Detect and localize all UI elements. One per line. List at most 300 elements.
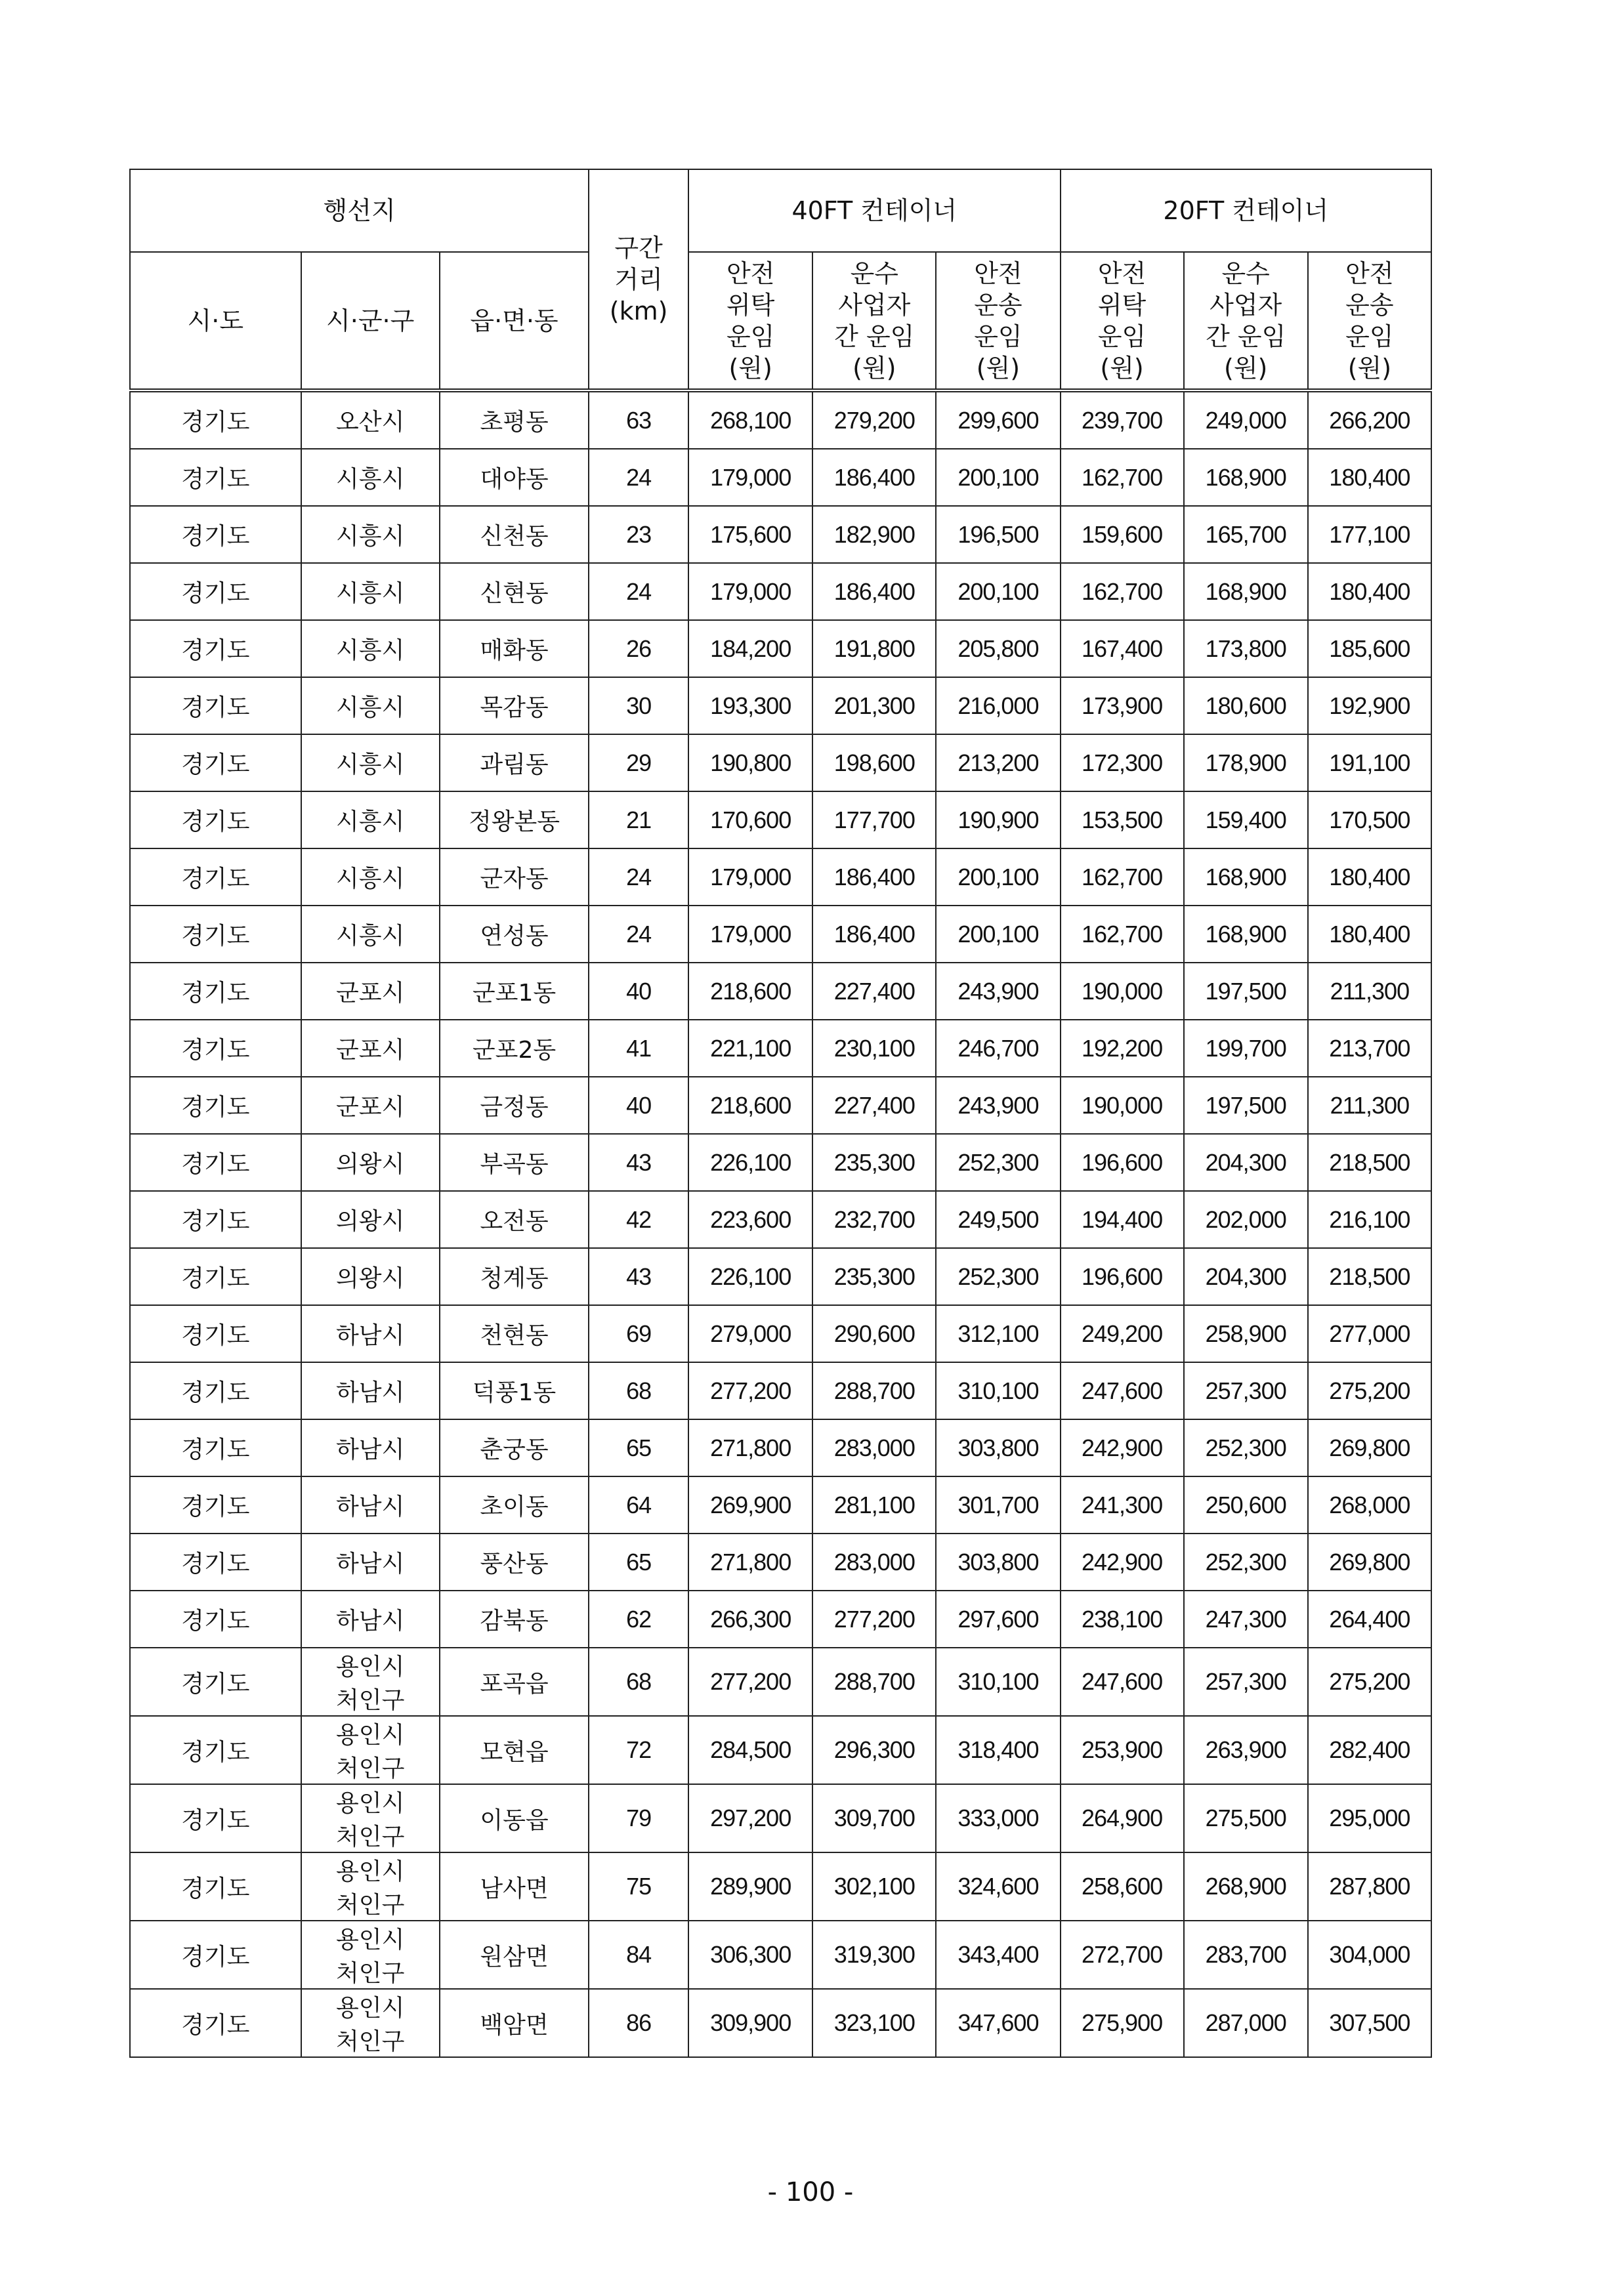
table-row (130, 791, 1431, 848)
table-row (130, 563, 1431, 620)
sido-header: 시·도 (130, 252, 301, 390)
rate-cell: 319,300 (812, 1921, 936, 1989)
rate-cell: 190,000 (1061, 963, 1184, 1020)
sigungu-line: 시흥시 (336, 523, 405, 550)
table-row (130, 1362, 1431, 1419)
rate-cell: 184,200 (688, 620, 812, 677)
table-row (130, 1852, 1431, 1921)
sigungu-line: 의왕시 (336, 1208, 405, 1235)
rate-cell: 239,700 (1061, 390, 1184, 449)
table-row (130, 1921, 1431, 1989)
dong-cell: 풍산동 (440, 1534, 589, 1591)
rate-cell: 218,500 (1308, 1134, 1431, 1191)
rate-cell: 283,700 (1184, 1921, 1308, 1989)
rate-cell: 162,700 (1061, 449, 1184, 506)
rate-cell: 301,700 (936, 1476, 1060, 1534)
rate-cell: 323,100 (812, 1989, 936, 2057)
rate-cell: 309,900 (688, 1989, 812, 2057)
freight-rate-table (129, 169, 1432, 2058)
rate-column-header: 운수 사업자 간 운임 (원) (1184, 252, 1308, 390)
distance-cell: 24 (589, 449, 688, 506)
distance-cell: 40 (589, 963, 688, 1020)
rate-cell: 186,400 (812, 449, 936, 506)
sigungu-cell (301, 963, 440, 1020)
table-row (130, 1419, 1431, 1476)
rate-cell: 275,900 (1061, 1989, 1184, 2057)
sigungu-line: 군포시 (336, 980, 405, 1007)
sigungu-cell (301, 449, 440, 506)
rate-cell: 279,200 (812, 390, 936, 449)
sigungu-line: 군포시 (336, 1037, 405, 1064)
rate-cell: 257,300 (1184, 1648, 1308, 1716)
rate-cell: 347,600 (936, 1989, 1060, 2057)
rate-cell: 221,100 (688, 1020, 812, 1077)
dong-cell: 이동읍 (440, 1784, 589, 1852)
rate-cell: 180,400 (1308, 848, 1431, 906)
dong-cell: 오전동 (440, 1191, 589, 1248)
distance-cell: 21 (589, 791, 688, 848)
sido-cell: 경기도 (130, 1921, 301, 1989)
sigungu-line: 시흥시 (336, 466, 405, 493)
distance-cell: 43 (589, 1248, 688, 1305)
rate-cell: 258,600 (1061, 1852, 1184, 1921)
rate-cell: 302,100 (812, 1852, 936, 1921)
ft20-header: 20FT 컨테이너 (1061, 169, 1432, 252)
table-row (130, 1716, 1431, 1784)
sigungu-line: 처인구 (336, 1960, 405, 1987)
rate-cell: 186,400 (812, 906, 936, 963)
rate-cell: 213,200 (936, 734, 1060, 791)
rate-cell: 288,700 (812, 1648, 936, 1716)
distance-cell: 29 (589, 734, 688, 791)
sigungu-cell (301, 1784, 440, 1852)
rate-cell: 227,400 (812, 1077, 936, 1134)
sigungu-cell (301, 1248, 440, 1305)
rate-cell: 296,300 (812, 1716, 936, 1784)
dong-cell: 정왕본동 (440, 791, 589, 848)
rate-cell: 218,500 (1308, 1248, 1431, 1305)
table-row (130, 1784, 1431, 1852)
distance-cell: 84 (589, 1921, 688, 1989)
table-row (130, 1020, 1431, 1077)
rate-cell: 333,000 (936, 1784, 1060, 1852)
rate-cell: 153,500 (1061, 791, 1184, 848)
rate-cell: 281,100 (812, 1476, 936, 1534)
table-row (130, 1134, 1431, 1191)
sigungu-cell (301, 734, 440, 791)
sigungu-line: 의왕시 (336, 1265, 405, 1292)
dong-cell: 금정동 (440, 1077, 589, 1134)
dong-cell: 원삼면 (440, 1921, 589, 1989)
rate-cell: 312,100 (936, 1305, 1060, 1362)
dong-cell: 부곡동 (440, 1134, 589, 1191)
distance-cell: 24 (589, 906, 688, 963)
dong-cell: 군포1동 (440, 963, 589, 1020)
rate-cell: 192,200 (1061, 1020, 1184, 1077)
sigungu-cell (301, 1476, 440, 1534)
rate-cell: 275,500 (1184, 1784, 1308, 1852)
rate-cell: 252,300 (936, 1134, 1060, 1191)
rate-cell: 275,200 (1308, 1648, 1431, 1716)
rate-cell: 304,000 (1308, 1921, 1431, 1989)
sigungu-line: 오산시 (336, 409, 405, 436)
dong-cell: 매화동 (440, 620, 589, 677)
sido-cell: 경기도 (130, 1362, 301, 1419)
dong-cell: 포곡읍 (440, 1648, 589, 1716)
distance-cell: 68 (589, 1362, 688, 1419)
sigungu-cell (301, 1989, 440, 2057)
rate-cell: 226,100 (688, 1134, 812, 1191)
rate-cell: 269,900 (688, 1476, 812, 1534)
sido-cell: 경기도 (130, 1852, 301, 1921)
rate-cell: 170,600 (688, 791, 812, 848)
rate-cell: 246,700 (936, 1020, 1060, 1077)
rate-cell: 272,700 (1061, 1921, 1184, 1989)
distance-cell: 42 (589, 1191, 688, 1248)
rate-cell: 282,400 (1308, 1716, 1431, 1784)
rate-cell: 269,800 (1308, 1419, 1431, 1476)
rate-cell: 200,100 (936, 449, 1060, 506)
sigungu-line: 시흥시 (336, 694, 405, 721)
rate-cell: 283,000 (812, 1419, 936, 1476)
dong-cell: 군자동 (440, 848, 589, 906)
sigungu-line: 용인시 (336, 1927, 405, 1953)
table-row (130, 906, 1431, 963)
sido-cell: 경기도 (130, 1134, 301, 1191)
rate-cell: 159,400 (1184, 791, 1308, 848)
distance-cell: 40 (589, 1077, 688, 1134)
rate-cell: 198,600 (812, 734, 936, 791)
sido-cell: 경기도 (130, 734, 301, 791)
rate-cell: 168,900 (1184, 449, 1308, 506)
table-row (130, 1591, 1431, 1648)
rate-cell: 190,000 (1061, 1077, 1184, 1134)
table-row (130, 734, 1431, 791)
table-header (130, 169, 1431, 390)
rate-cell: 232,700 (812, 1191, 936, 1248)
sigungu-header: 시·군·구 (301, 252, 440, 390)
dong-cell: 초평동 (440, 390, 589, 449)
dong-cell: 연성동 (440, 906, 589, 963)
distance-header: 구간 거리 (km) (589, 169, 688, 390)
rate-cell: 162,700 (1061, 848, 1184, 906)
rate-cell: 309,700 (812, 1784, 936, 1852)
rate-cell: 196,600 (1061, 1248, 1184, 1305)
sido-cell: 경기도 (130, 449, 301, 506)
rate-cell: 275,200 (1308, 1362, 1431, 1419)
distance-cell: 41 (589, 1020, 688, 1077)
rate-cell: 213,700 (1308, 1020, 1431, 1077)
sido-cell: 경기도 (130, 1191, 301, 1248)
sigungu-cell (301, 791, 440, 848)
rate-cell: 252,300 (1184, 1534, 1308, 1591)
sido-cell: 경기도 (130, 506, 301, 563)
sigungu-line: 하남시 (336, 1551, 405, 1577)
rate-cell: 204,300 (1184, 1134, 1308, 1191)
rate-cell: 180,600 (1184, 677, 1308, 734)
sido-cell: 경기도 (130, 1784, 301, 1852)
rate-cell: 179,000 (688, 848, 812, 906)
distance-cell: 79 (589, 1784, 688, 1852)
sigungu-cell (301, 1534, 440, 1591)
dong-cell: 초이동 (440, 1476, 589, 1534)
rate-cell: 263,900 (1184, 1716, 1308, 1784)
dong-cell: 덕풍1동 (440, 1362, 589, 1419)
rate-cell: 252,300 (936, 1248, 1060, 1305)
rate-cell: 230,100 (812, 1020, 936, 1077)
rate-cell: 191,100 (1308, 734, 1431, 791)
rate-cell: 295,000 (1308, 1784, 1431, 1852)
rate-column-header: 안전 운송 운임 (원) (1308, 252, 1431, 390)
rate-cell: 196,500 (936, 506, 1060, 563)
rate-cell: 310,100 (936, 1362, 1060, 1419)
sigungu-cell (301, 1419, 440, 1476)
sido-cell: 경기도 (130, 1305, 301, 1362)
table-row (130, 963, 1431, 1020)
table-row (130, 1648, 1431, 1716)
rate-cell: 268,100 (688, 390, 812, 449)
rate-cell: 190,800 (688, 734, 812, 791)
rate-cell: 277,200 (812, 1591, 936, 1648)
sido-cell: 경기도 (130, 1591, 301, 1648)
sigungu-cell (301, 1648, 440, 1716)
table-row (130, 1305, 1431, 1362)
sigungu-cell (301, 1362, 440, 1419)
distance-cell: 72 (589, 1716, 688, 1784)
rate-cell: 227,400 (812, 963, 936, 1020)
rate-cell: 249,200 (1061, 1305, 1184, 1362)
sigungu-cell (301, 390, 440, 449)
sigungu-line: 시흥시 (336, 637, 405, 664)
rate-cell: 194,400 (1061, 1191, 1184, 1248)
dong-cell: 춘궁동 (440, 1419, 589, 1476)
distance-cell: 75 (589, 1852, 688, 1921)
sigungu-line: 하남시 (336, 1322, 405, 1349)
rate-cell: 192,900 (1308, 677, 1431, 734)
sigungu-line: 처인구 (336, 1892, 405, 1919)
rate-column-header: 안전 운송 운임 (원) (936, 252, 1060, 390)
rate-cell: 266,300 (688, 1591, 812, 1648)
sigungu-line: 시흥시 (336, 751, 405, 778)
distance-cell: 24 (589, 563, 688, 620)
dong-cell: 과림동 (440, 734, 589, 791)
distance-cell: 65 (589, 1534, 688, 1591)
dong-cell: 군포2동 (440, 1020, 589, 1077)
distance-cell: 86 (589, 1989, 688, 2057)
sigungu-line: 용인시 (336, 1790, 405, 1817)
sigungu-cell (301, 1921, 440, 1989)
rate-column-header: 운수 사업자 간 운임 (원) (812, 252, 936, 390)
rate-cell: 211,300 (1308, 1077, 1431, 1134)
rate-cell: 303,800 (936, 1534, 1060, 1591)
rate-cell: 297,600 (936, 1591, 1060, 1648)
sido-cell: 경기도 (130, 1716, 301, 1784)
dong-cell: 대야동 (440, 449, 589, 506)
rate-cell: 226,100 (688, 1248, 812, 1305)
sigungu-line: 하남시 (336, 1493, 405, 1520)
sigungu-cell (301, 906, 440, 963)
rate-cell: 324,600 (936, 1852, 1060, 1921)
rate-cell: 297,200 (688, 1784, 812, 1852)
sigungu-cell (301, 1716, 440, 1784)
rate-cell: 306,300 (688, 1921, 812, 1989)
rate-cell: 277,000 (1308, 1305, 1431, 1362)
rate-cell: 249,000 (1184, 390, 1308, 449)
rate-cell: 241,300 (1061, 1476, 1184, 1534)
rate-cell: 264,400 (1308, 1591, 1431, 1648)
dong-cell: 감북동 (440, 1591, 589, 1648)
dong-cell: 모현읍 (440, 1716, 589, 1784)
rate-cell: 172,300 (1061, 734, 1184, 791)
sigungu-line: 시흥시 (336, 580, 405, 607)
sigungu-line: 용인시 (336, 1858, 405, 1885)
sigungu-cell (301, 1305, 440, 1362)
table-row (130, 848, 1431, 906)
rate-cell: 159,600 (1061, 506, 1184, 563)
rate-cell: 200,100 (936, 563, 1060, 620)
rate-cell: 284,500 (688, 1716, 812, 1784)
rate-cell: 204,300 (1184, 1248, 1308, 1305)
rate-cell: 288,700 (812, 1362, 936, 1419)
rate-cell: 249,500 (936, 1191, 1060, 1248)
dong-cell: 백암면 (440, 1989, 589, 2057)
rate-cell: 216,000 (936, 677, 1060, 734)
sigungu-cell (301, 1077, 440, 1134)
sido-cell: 경기도 (130, 1648, 301, 1716)
rate-cell: 185,600 (1308, 620, 1431, 677)
sigungu-cell (301, 1134, 440, 1191)
sigungu-cell (301, 1191, 440, 1248)
rate-cell: 186,400 (812, 848, 936, 906)
table-row (130, 1989, 1431, 2057)
distance-cell: 64 (589, 1476, 688, 1534)
table-row (130, 1248, 1431, 1305)
sigungu-line: 처인구 (336, 1824, 405, 1850)
rate-cell: 257,300 (1184, 1362, 1308, 1419)
sido-cell: 경기도 (130, 1476, 301, 1534)
rate-cell: 223,600 (688, 1191, 812, 1248)
sigungu-line: 군포시 (336, 1094, 405, 1121)
rate-cell: 178,900 (1184, 734, 1308, 791)
rate-cell: 168,900 (1184, 906, 1308, 963)
sido-cell: 경기도 (130, 1419, 301, 1476)
page-number: - 100 - (767, 2177, 854, 2207)
sigungu-line: 시흥시 (336, 866, 405, 892)
distance-cell: 62 (589, 1591, 688, 1648)
rate-cell: 242,900 (1061, 1419, 1184, 1476)
rate-cell: 290,600 (812, 1305, 936, 1362)
rate-cell: 310,100 (936, 1648, 1060, 1716)
dong-cell: 목감동 (440, 677, 589, 734)
dong-cell: 신현동 (440, 563, 589, 620)
distance-cell: 30 (589, 677, 688, 734)
rate-cell: 180,400 (1308, 449, 1431, 506)
rate-cell: 243,900 (936, 963, 1060, 1020)
rate-cell: 268,900 (1184, 1852, 1308, 1921)
sigungu-cell (301, 506, 440, 563)
rate-cell: 289,900 (688, 1852, 812, 1921)
table-row (130, 1191, 1431, 1248)
rate-cell: 271,800 (688, 1534, 812, 1591)
rate-cell: 175,600 (688, 506, 812, 563)
sigungu-line: 하남시 (336, 1608, 405, 1635)
rate-cell: 343,400 (936, 1921, 1060, 1989)
table-body (130, 390, 1431, 2057)
sigungu-line: 하남시 (336, 1436, 405, 1463)
sigungu-line: 시흥시 (336, 808, 405, 835)
distance-cell: 43 (589, 1134, 688, 1191)
destination-header: 행선지 (130, 169, 589, 252)
rate-cell: 200,100 (936, 848, 1060, 906)
rate-column-header: 안전 위탁 운임 (원) (688, 252, 812, 390)
rate-cell: 242,900 (1061, 1534, 1184, 1591)
sigungu-line: 하남시 (336, 1379, 405, 1406)
table-row (130, 1534, 1431, 1591)
dong-cell: 신천동 (440, 506, 589, 563)
rate-cell: 252,300 (1184, 1419, 1308, 1476)
rate-cell: 179,000 (688, 906, 812, 963)
rate-cell: 191,800 (812, 620, 936, 677)
sigungu-line: 용인시 (336, 1654, 405, 1680)
rate-cell: 235,300 (812, 1134, 936, 1191)
rate-cell: 287,800 (1308, 1852, 1431, 1921)
rate-cell: 173,800 (1184, 620, 1308, 677)
rate-cell: 258,900 (1184, 1305, 1308, 1362)
rate-cell: 303,800 (936, 1419, 1060, 1476)
dong-cell: 남사면 (440, 1852, 589, 1921)
rate-cell: 235,300 (812, 1248, 936, 1305)
rate-cell: 247,300 (1184, 1591, 1308, 1648)
sigungu-cell (301, 1020, 440, 1077)
rate-cell: 279,000 (688, 1305, 812, 1362)
rate-cell: 211,300 (1308, 963, 1431, 1020)
rate-cell: 218,600 (688, 1077, 812, 1134)
sigungu-cell (301, 620, 440, 677)
sigungu-line: 용인시 (336, 1722, 405, 1749)
sido-cell: 경기도 (130, 390, 301, 449)
rate-cell: 202,000 (1184, 1191, 1308, 1248)
sido-cell: 경기도 (130, 1989, 301, 2057)
sido-cell: 경기도 (130, 677, 301, 734)
rate-cell: 250,600 (1184, 1476, 1308, 1534)
sido-cell: 경기도 (130, 563, 301, 620)
rate-cell: 193,300 (688, 677, 812, 734)
sigungu-cell (301, 848, 440, 906)
rate-cell: 201,300 (812, 677, 936, 734)
rate-cell: 264,900 (1061, 1784, 1184, 1852)
sigungu-line: 용인시 (336, 1995, 405, 2022)
rate-cell: 180,400 (1308, 906, 1431, 963)
distance-cell: 68 (589, 1648, 688, 1716)
rate-cell: 173,900 (1061, 677, 1184, 734)
distance-cell: 69 (589, 1305, 688, 1362)
rate-cell: 277,200 (688, 1362, 812, 1419)
sigungu-line: 시흥시 (336, 923, 405, 950)
table-row (130, 1077, 1431, 1134)
rate-cell: 266,200 (1308, 390, 1431, 449)
distance-cell: 63 (589, 390, 688, 449)
sido-cell: 경기도 (130, 906, 301, 963)
rate-cell: 216,100 (1308, 1191, 1431, 1248)
table-row (130, 390, 1431, 449)
table-row (130, 1476, 1431, 1534)
table-row (130, 506, 1431, 563)
sido-cell: 경기도 (130, 963, 301, 1020)
rate-cell: 162,700 (1061, 563, 1184, 620)
sido-cell: 경기도 (130, 1534, 301, 1591)
rate-cell: 243,900 (936, 1077, 1060, 1134)
sigungu-cell (301, 1591, 440, 1648)
